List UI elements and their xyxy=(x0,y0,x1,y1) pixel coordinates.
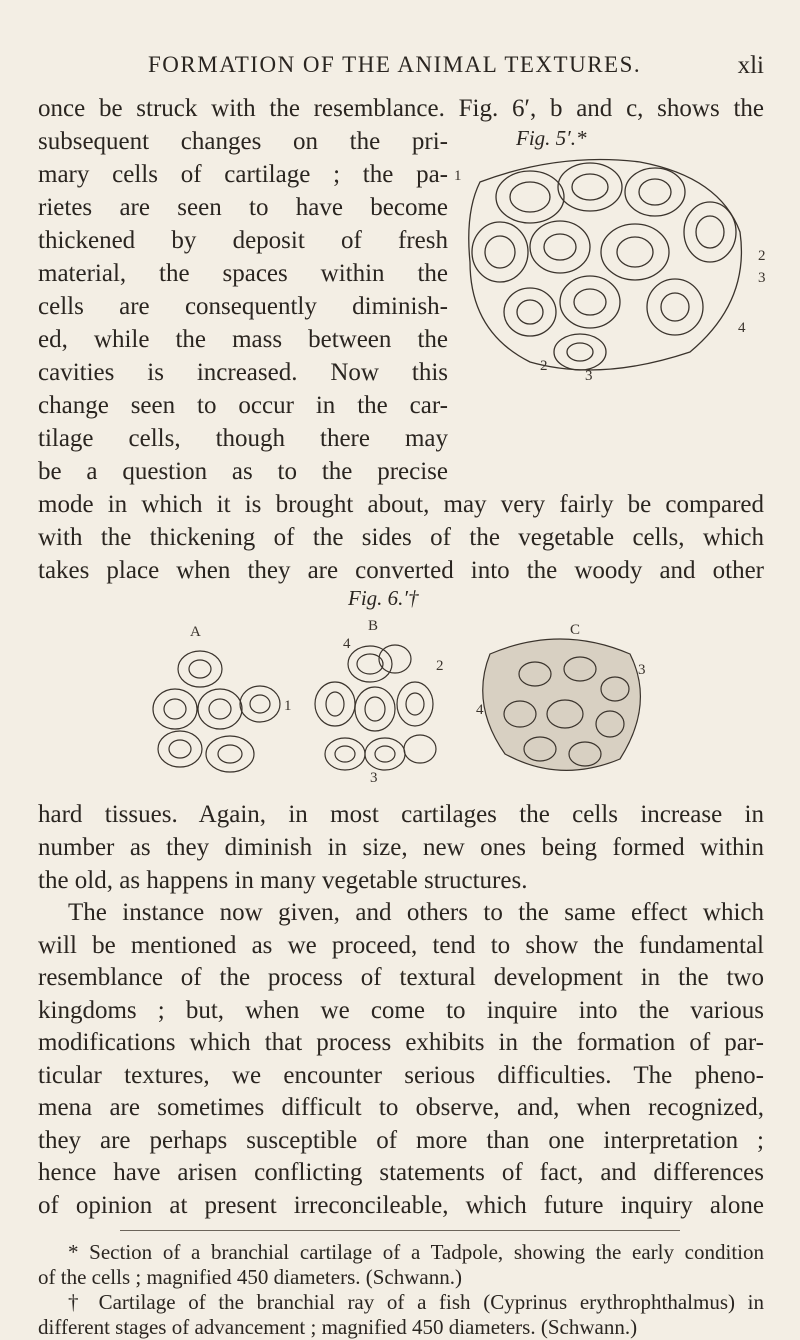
figure-6-illustration xyxy=(140,614,660,784)
figure-5-illustration xyxy=(440,152,770,382)
text-line: ed, while the mass between the xyxy=(38,326,448,353)
figure-6-panel-label: C xyxy=(570,622,581,638)
footnote-line: † Cartilage of the branchial ray of a fish (Cyprinus erythrophthalmus) in xyxy=(68,1290,764,1314)
figure-5-label: 1 xyxy=(454,168,462,184)
footnotes xyxy=(38,1240,764,1340)
text-line: mode in which it is brought about, may very fairly be compared xyxy=(38,491,764,518)
text-line: cells are consequently diminish- xyxy=(38,293,448,320)
text-line: hence have arisen conflicting statements of fact, and differences xyxy=(38,1159,764,1186)
text-line: mary cells of cartilage ; the pa- xyxy=(38,161,448,188)
figure-6-panel-label: A xyxy=(190,624,201,640)
paragraph-1-opening xyxy=(38,92,764,125)
text-line: rietes are seen to have become xyxy=(38,194,448,221)
footnote-line: * Section of a branchial cartilage of a Tadpole, showing the early condition xyxy=(68,1240,764,1264)
figure-6-caption: Fig. 6.′† xyxy=(348,586,419,610)
text-line: material, the spaces within the xyxy=(38,260,448,287)
text-line: number as they diminish in size, new ones being formed within xyxy=(38,834,764,861)
paragraph-1-wrapped xyxy=(38,125,448,488)
text-line: they are perhaps susceptible of more than one interpretation ; xyxy=(38,1126,764,1154)
text-line: The instance now given, and others to the same effect which xyxy=(68,899,764,926)
text-line: will be mentioned as we proceed, tend to show the fundamental xyxy=(38,931,764,959)
text-line: hard tissues. Again, in most cartilages the cells increase in xyxy=(38,801,764,828)
text-line: be a question as to the precise xyxy=(38,458,448,485)
text-line: cavities is increased. Now this xyxy=(38,359,448,386)
figure-6-panel-label: B xyxy=(368,618,379,634)
figure-6-number: 2 xyxy=(436,658,444,674)
figure-6-number: 4 xyxy=(343,636,351,652)
running-header xyxy=(148,52,764,80)
paragraph-2 xyxy=(38,798,764,897)
figure-5-label: 3 xyxy=(758,270,766,286)
text-line: with the thickening of the sides of the vegetable cells, which xyxy=(38,524,764,551)
text-line: mena are sometimes difficult to observe, and, when recognized, xyxy=(38,1094,764,1121)
text-line: change seen to occur in the car- xyxy=(38,392,448,419)
text-line: ticular textures, we encounter serious difficulties. The pheno- xyxy=(38,1061,764,1089)
footnote-line: different stages of advancement ; magnified 450 diameters. (Schwann.) xyxy=(38,1315,638,1339)
text-line: tilage cells, though there may xyxy=(38,425,448,452)
paragraph-1-continued xyxy=(38,488,764,587)
figure-6-number: 3 xyxy=(638,662,646,678)
text-line: of opinion at present irreconcileable, which future inquiry alone xyxy=(38,1191,764,1219)
text-line: takes place when they are converted into the woody and other xyxy=(38,557,764,584)
paragraph-3 xyxy=(38,897,764,1222)
figure-5-caption: Fig. 5′.* xyxy=(516,126,587,150)
text-line: the old, as happens in many vegetable structures. xyxy=(38,867,528,894)
figure-5-label: 4 xyxy=(738,320,746,336)
figure-6-number: 1 xyxy=(284,698,292,714)
footnote-line: of the cells ; magnified 450 diameters. (Schwann.) xyxy=(38,1265,462,1289)
text-line: modifications which that process exhibits in the formation of par- xyxy=(38,1029,764,1056)
text-line: subsequent changes on the pri- xyxy=(38,128,448,155)
page-number: xli xyxy=(737,52,764,79)
text-line: kingdoms ; but, when we come to inquire into the various xyxy=(38,996,764,1024)
figure-5-label: 2 xyxy=(540,358,548,374)
running-title: FORMATION OF THE ANIMAL TEXTURES. xyxy=(148,52,642,77)
footnote-divider xyxy=(120,1230,680,1231)
text-line: resemblance of the process of textural development in the two xyxy=(38,964,764,991)
figure-6-number: 3 xyxy=(370,770,378,784)
figure-5-label: 2 xyxy=(758,248,766,264)
text-line: once be struck with the resemblance. Fig. 6′, b and c, shows the xyxy=(38,95,764,122)
text-line: thickened by deposit of fresh xyxy=(38,227,448,254)
figure-5-label: 3 xyxy=(585,368,593,382)
figure-6-number: 4 xyxy=(476,702,484,718)
